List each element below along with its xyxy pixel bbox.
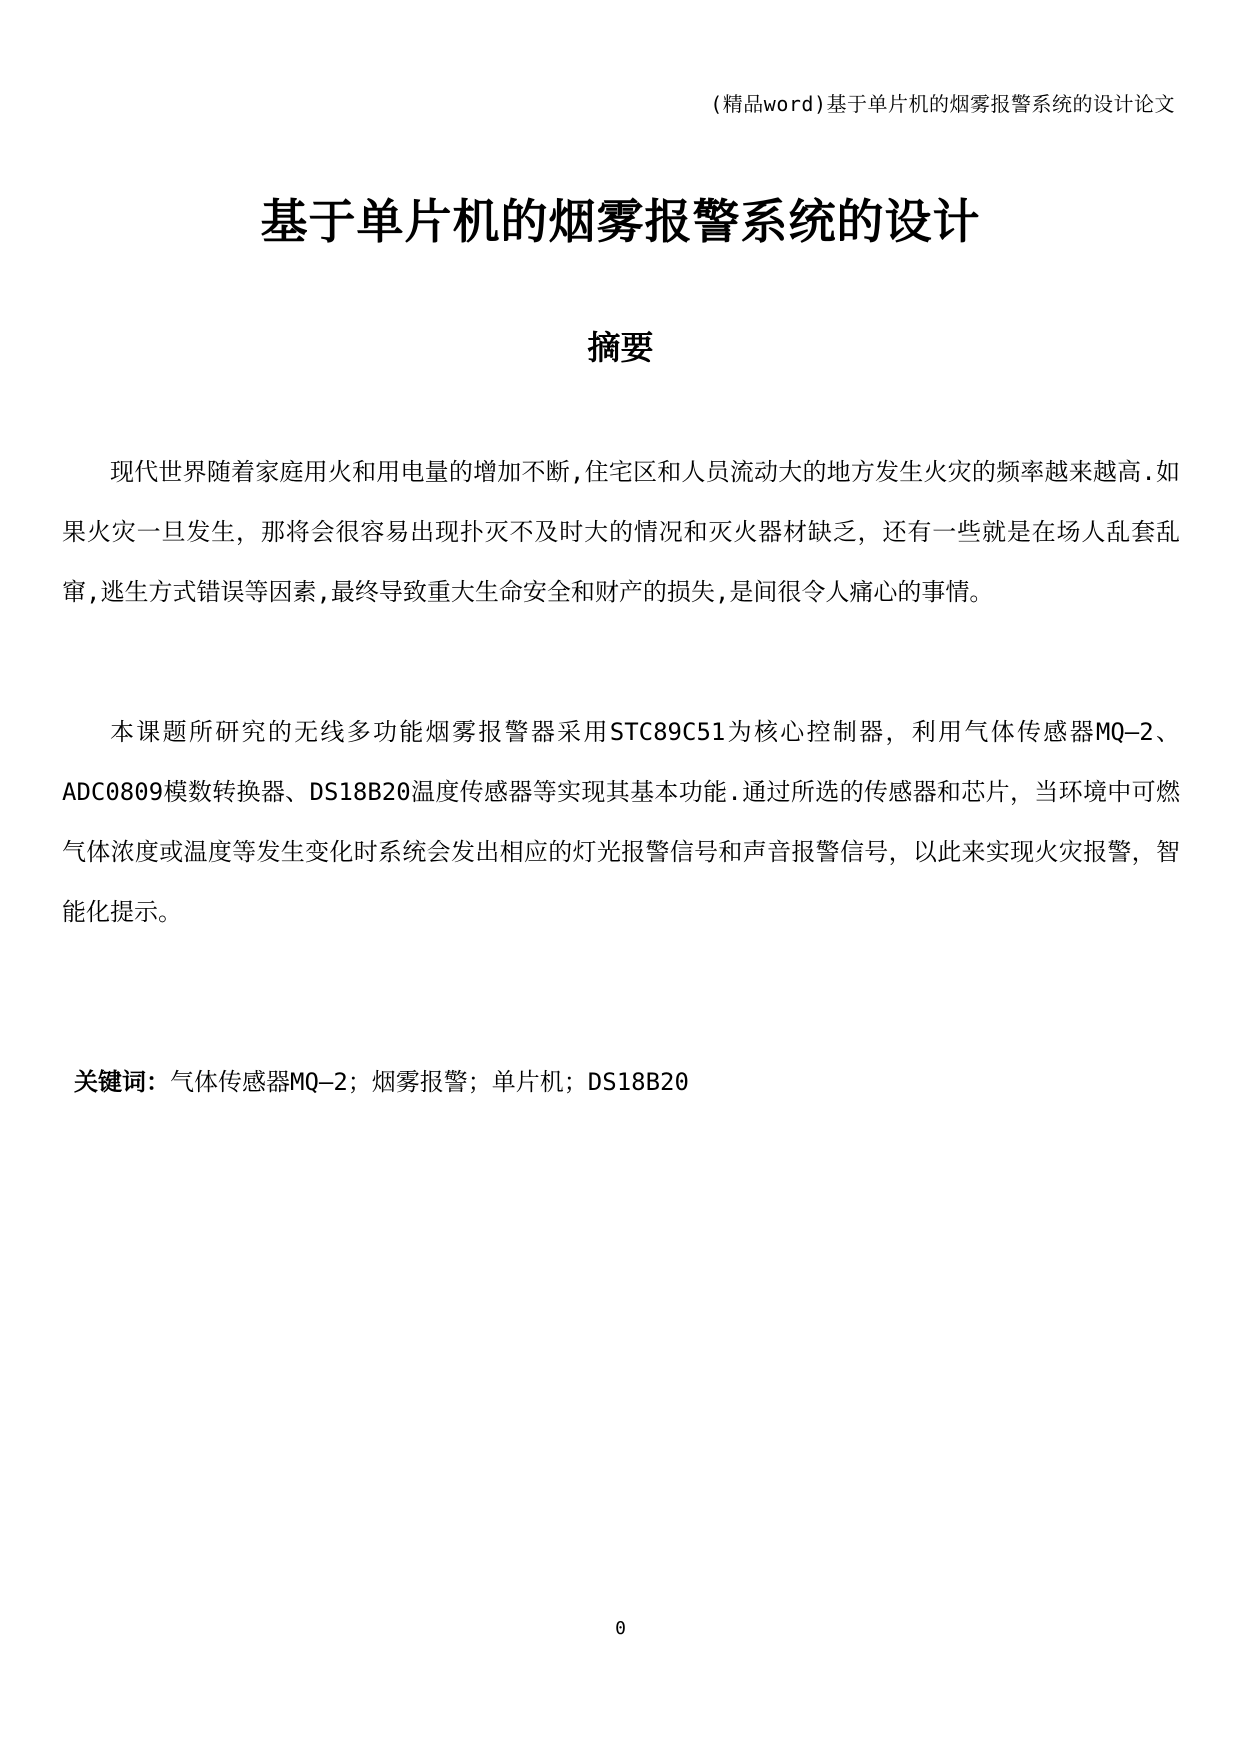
abstract-paragraph-2: 本课题所研究的无线多功能烟雾报警器采用STC89C51为核心控制器，利用气体传感器MQ—2、ADC0809模数转换器、DS18B20温度传感器等实现其基本功能.通过所选的传感器和芯片，当环境中可燃气体浓度或温度等发生变化时系统会发出相应的灯光报警信号和声音报警信号，以此来实现火灾报警，智能化提示。 bbox=[62, 718, 1180, 926]
keywords-label: 关键词： bbox=[74, 1068, 170, 1096]
abstract-heading: 摘要 bbox=[587, 328, 654, 367]
page-number: 0 bbox=[615, 1618, 626, 1639]
abstract-paragraph-1: 现代世界随着家庭用火和用电量的增加不断,住宅区和人员流动大的地方发生火灾的频率越来越高.如果火灾一旦发生，那将会很容易出现扑灭不及时大的情况和灭火器材缺乏，还有一些就是在场人乱套乱窜,逃生方式错误等因素,最终导致重大生命安全和财产的损失,是间很令人痛心的事情。 bbox=[62, 458, 1180, 606]
keywords-value: 气体传感器MQ—2；烟雾报警；单片机；DS18B20 bbox=[170, 1068, 689, 1096]
running-header: (精品word)基于单片机的烟雾报警系统的设计论文 bbox=[710, 92, 1175, 116]
keywords-line bbox=[74, 1062, 689, 1097]
document-title: 基于单片机的烟雾报警系统的设计 bbox=[260, 195, 981, 250]
